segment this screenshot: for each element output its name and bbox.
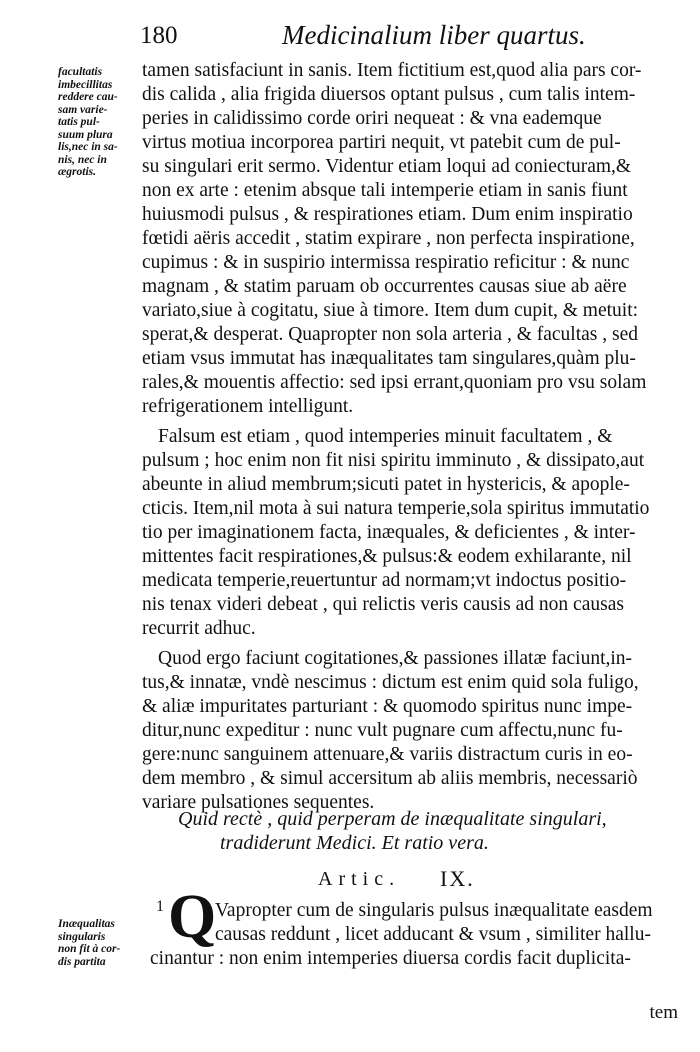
text-line: dis calida , alia frigida diuersos optant pulsus , cum talis intem- <box>142 84 636 105</box>
text-line: gere:nunc sanguinem attenuare,& variis distractum curis in eo- <box>142 744 633 765</box>
text-line: medicata temperie,reuertuntur ad normam;vt indoctus positio- <box>142 570 627 591</box>
text-line: virtus motiua incorporea partiri nequit, vt patebit cum de pul- <box>142 132 621 153</box>
text-line: & aliæ impuritates parturiant : & quomodo spiritus nunc impe- <box>142 696 633 717</box>
text-line: dem membro , & simul accersitum ab aliis membris, necessariò <box>142 768 638 789</box>
text-line: su singulari erit sermo. Videntur etiam loqui ad coniecturam,& <box>142 156 632 177</box>
text-line: ditur,nunc expeditur : nunc vult pugnare cum affectu,nunc fu- <box>142 720 623 741</box>
text-line: mittentes facit respirationes,& pulsus:& eodem exhilarante, nil <box>142 546 632 567</box>
text-line: Quod ergo faciunt cogitationes,& passiones illatæ faciunt,in- <box>158 648 633 669</box>
article-label: Artic. <box>318 868 401 890</box>
text-line: cticis. Item,nil mota à sui natura temperie,sola spiritus immutatio <box>142 498 650 519</box>
drop-cap-letter: Q <box>168 883 217 951</box>
page-header <box>140 18 700 54</box>
text-line: tio per imaginationem facta, inæquales, & deficientes , & inter- <box>142 522 636 543</box>
text-line: tus,& innatæ, vndè nescimus : dictum est enim quid sola fuligo, <box>142 672 639 693</box>
marginal-note-line: lis,nec in sa- <box>58 141 118 153</box>
section-heading-line: Quid rectè , quid perperam de inæqualitate singulari, <box>178 808 607 830</box>
marginal-note-line: non fit à cor- <box>58 943 121 955</box>
marginal-note-line: singularis <box>58 930 106 943</box>
marginal-note-line: nis, nec in <box>58 153 107 166</box>
section-heading-line: tradiderunt Medici. Et ratio vera. <box>220 832 489 854</box>
text-line: Falsum est etiam , quod intemperies minuit facultatem , & <box>158 426 613 447</box>
page-number: 180 <box>140 22 178 49</box>
article-line-marker: 1 <box>156 898 164 915</box>
text-line: recurrit adhuc. <box>142 618 256 639</box>
marginal-note-inaequalitas <box>58 918 138 968</box>
text-line: fœtidi aëris accedit , statim expirare , non perfecta inspiratione, <box>142 228 635 249</box>
text-line: variare pulsationes sequentes. <box>142 792 375 813</box>
marginal-note-line: dis partita <box>58 955 106 968</box>
text-line: cupimus : & in suspirio intermissa respiratio reficitur : & nunc <box>142 252 630 273</box>
text-line: cinantur : non enim intemperies diuersa cordis facit duplicita- <box>150 948 631 969</box>
marginal-note-line: tatis pul- <box>58 116 100 128</box>
marginal-note-line: suum plura <box>58 128 113 141</box>
marginal-note-line: reddere cau- <box>58 91 118 103</box>
marginal-note-line: ægrotis. <box>58 166 97 178</box>
marginal-note-facultatis <box>58 66 138 179</box>
text-line: pulsum ; hoc enim non fit nisi spiritu imminuto , & dissipato,aut <box>142 450 645 471</box>
marginal-note-line: Inæqualitas <box>58 918 115 930</box>
text-line: Vapropter cum de singularis pulsus inæqualitate easdem <box>215 900 653 921</box>
text-line: variato,siue à cogitatu, siue à timore. Item dum cupit, & metuit: <box>142 300 639 321</box>
text-line: tamen satisfaciunt in sanis. Item fictitium est,quod alia pars cor- <box>142 60 642 81</box>
running-title: Medicinalium liber quartus. <box>282 20 586 50</box>
marginal-note-line: facultatis <box>58 66 103 78</box>
catchword: tem <box>649 1002 678 1023</box>
text-line: rales,& mouentis affectio: sed ipsi errant,quoniam pro vsu solam <box>142 372 647 393</box>
article-number: IX. <box>440 866 475 891</box>
text-line: magnam , & statim paruam ob occurrentes causas siue ab aëre <box>142 276 627 297</box>
text-line: abeunte in aliud membrum;sicuti patet in hystericis, & apople- <box>142 474 630 495</box>
text-line: refrigerationem intelligunt. <box>142 396 354 417</box>
text-line: sperat,& desperat. Quapropter non sola arteria , & facultas , sed <box>142 324 638 345</box>
text-line: etiam vsus immutat has inæqualitates tam singulares,quàm plu- <box>142 348 636 369</box>
text-line: peries in calidissimo corde oriri nequeat : & vna eademque <box>142 108 602 129</box>
text-line: causas reddunt , licet adducant & vsum , similiter hallu- <box>215 924 651 945</box>
marginal-note-line: sam varie- <box>58 103 108 116</box>
text-line: non ex arte : etenim absque tali intemperie etiam in sanis fiunt <box>142 180 628 201</box>
text-line: nis tenax videri debeat , qui relictis veris causis ad non causas <box>142 594 624 615</box>
marginal-note-line: imbecillitas <box>58 78 113 91</box>
text-line: huiusmodi pulsus , & respirationes etiam. Dum enim inspiratio <box>142 204 633 225</box>
